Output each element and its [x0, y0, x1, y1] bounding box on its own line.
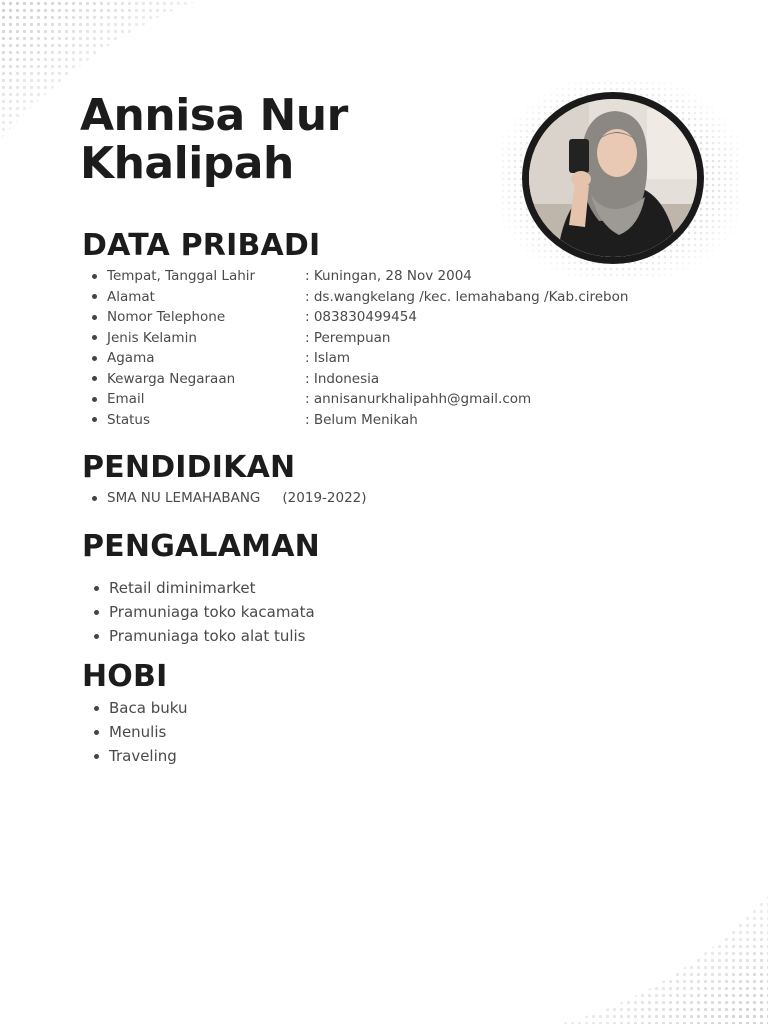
experience-text: Retail diminimarket	[109, 579, 256, 597]
education-years: (2019-2022)	[282, 490, 367, 506]
section-title-data-pribadi: DATA PRIBADI	[82, 228, 321, 263]
bullet-dot-icon	[92, 417, 97, 422]
personal-info-row	[92, 369, 628, 390]
person-name	[80, 92, 348, 188]
personal-info-row	[92, 307, 628, 328]
bullet-dot-icon	[94, 754, 99, 759]
list-item	[94, 624, 315, 648]
bullet-dot-icon	[94, 610, 99, 615]
list-item	[94, 600, 315, 624]
info-value: : Belum Menikah	[305, 411, 418, 428]
info-value: : 083830499454	[305, 309, 417, 326]
list-item	[94, 720, 187, 744]
profile-photo-illustration	[529, 99, 697, 257]
info-label: Nomor Telephone	[107, 309, 226, 326]
section-title-pengalaman: PENGALAMAN	[82, 529, 320, 564]
bullet-dot-icon	[92, 294, 97, 299]
experience-text: Pramuniaga toko alat tulis	[109, 627, 306, 645]
hobby-text: Traveling	[109, 747, 177, 765]
info-value: : ds.wangkelang /kec. lemahabang /Kab.cirebon	[305, 288, 629, 305]
info-label: Jenis Kelamin	[107, 329, 197, 346]
info-label: Status	[107, 411, 151, 428]
personal-info-row	[92, 287, 628, 308]
personal-info-row	[92, 348, 628, 369]
list-item	[94, 696, 187, 720]
list-item	[94, 576, 315, 600]
personal-info-row	[92, 410, 628, 431]
section-title-pendidikan: PENDIDIKAN	[82, 450, 296, 485]
info-value: : Islam	[305, 350, 351, 367]
personal-info-row	[92, 389, 628, 410]
bullet-dot-icon	[94, 706, 99, 711]
bullet-dot-icon	[92, 274, 97, 279]
bullet-dot-icon	[92, 376, 97, 381]
list-item	[94, 744, 187, 768]
info-label: Tempat, Tanggal Lahir	[107, 268, 256, 285]
bullet-dot-icon	[92, 356, 97, 361]
hobby-text: Menulis	[109, 723, 167, 741]
info-value: : Indonesia	[305, 370, 380, 387]
experience-list	[94, 576, 315, 648]
experience-text: Pramuniaga toko kacamata	[109, 603, 315, 621]
personal-info-list	[92, 266, 628, 430]
info-label: Agama	[107, 350, 155, 367]
education-item	[92, 490, 367, 506]
personal-info-row	[92, 328, 628, 349]
bullet-dot-icon	[92, 397, 97, 402]
education-school: SMA NU LEMAHABANG	[107, 490, 261, 506]
info-value: : Kuningan, 28 Nov 2004	[305, 268, 472, 285]
info-value: : Perempuan	[305, 329, 391, 346]
name-line-1: Annisa Nur	[80, 90, 348, 141]
section-title-hobi: HOBI	[82, 659, 168, 694]
bullet-dot-icon	[94, 634, 99, 639]
profile-photo	[522, 92, 704, 264]
hobby-text: Baca buku	[109, 699, 188, 717]
personal-info-row	[92, 266, 628, 287]
bullet-dot-icon	[92, 315, 97, 320]
name-line-2: Khalipah	[80, 138, 294, 189]
info-label: Alamat	[107, 288, 155, 305]
bullet-dot-icon	[94, 730, 99, 735]
info-label: Email	[107, 391, 145, 408]
info-value-email: : annisanurkhalipahh@gmail.com	[305, 391, 532, 408]
info-label: Kewarga Negaraan	[107, 370, 236, 387]
bullet-dot-icon	[92, 496, 97, 501]
halftone-dots-bottom-right	[548, 894, 768, 1024]
hobby-list	[94, 696, 187, 768]
bullet-dot-icon	[94, 586, 99, 591]
bullet-dot-icon	[92, 335, 97, 340]
